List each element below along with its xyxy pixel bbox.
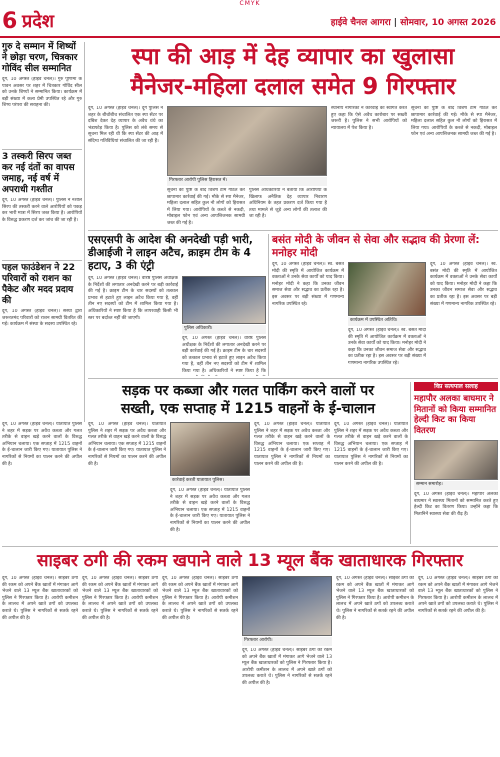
- cmyk-marker: CMYK: [239, 0, 261, 7]
- section-title: प्रदेश: [22, 11, 55, 32]
- lead-body-col: सूचना की पुष्टि के बाद विशेष टीम गठित कर छापामार कार्रवाई की गई। मौके से स्पा मैनेजर, महिला दलाल सहित कुल नौ लोगों को हिरासत में लिया गया। आरोपियों के कब्जे से नकदी, मोबाइल फोन एवं अन्य आपत्तिजनक सामग्री जब्त की गई है।: [167, 188, 245, 226]
- brief-body: दूर्ग, 10 अगस्त (हाईवे चैनल)। पुलिस ने नशीले सिरप की तस्करी करने वाले आरोपियों को पकड़ कर भारी मात्रा में सिरप जब्त किया है। आरोपियों के विरुद्ध प्रकरण दर्ज कर जांच की जा रही है।: [2, 198, 82, 223]
- box-title: विप्र सत्यपाल सलाह: [414, 382, 498, 391]
- traffic-photo: [170, 422, 250, 476]
- divider: [88, 378, 498, 379]
- traffic-body: दूर्ग, 10 अगस्त (हाईवे चैनल)। यातायात पुलिस ने शहर में सड़क पर अवैध कब्जा और गलत तरीके से वाहन खड़े करने वालों के विरुद्ध अभियान चलाया। एक सप्ताह में 1215 वाहनों के ई-चालान जारी किए गए। यातायात पुलिस ने नागरिकों से नियमों का पालन करने की अपील की है।: [88, 422, 166, 467]
- traffic-subheadline: सख्ती, एक सप्ताह में 1215 वाहनों के ई-चालान: [120, 401, 376, 417]
- lead-body-col: दूर्ग, 10 अगस्त (हाईवे चैनल)। दूर्ग पुलिस ने शहर के बीचोंबीच संचालित एक स्पा सेंटर पर दबिश देकर देह व्यापार के अवैध धंधे का भंडाफोड़ किया है। पुलिस को लंबे समय से सूचना मिल रही थी कि स्पा सेंटर की आड़ में संदिग्ध गतिविधियां संचालित की जा रही हैं।: [88, 106, 163, 144]
- lead-photo: [167, 106, 327, 176]
- traffic-body: दूर्ग, 10 अगस्त (हाईवे चैनल)। यातायात पुलिस ने शहर में सड़क पर अवैध कब्जा और गलत तरीके से वाहन खड़े करने वालों के विरुद्ध अभियान चलाया। एक सप्ताह में 1215 वाहनों के ई-चालान जारी किए गए। यातायात पुलिस ने नागरिकों से नियमों का पालन करने की अपील की है।: [254, 422, 330, 467]
- divider: [2, 546, 498, 547]
- divider: [2, 260, 82, 261]
- photo-caption: कार्यक्रम में उपस्थित अतिथि।: [348, 317, 426, 326]
- lead-headline: स्पा की आड़ में देह व्यापार का खुलासा: [131, 44, 455, 70]
- lead-body-col: सूचना की पुष्टि के बाद विशेष टीम गठित कर छापामार कार्रवाई की गई। मौके से स्पा मैनेजर, महिला दलाल सहित कुल नौ लोगों को हिरासत में लिया गया। आरोपियों के कब्जे से नकदी, मोबाइल फोन एवं अन्य आपत्तिजनक सामग्री जब्त की गई है।: [411, 106, 497, 138]
- lead-subheadline: मैनेजर-महिला दलाल समेत 9 गिरफ्तार: [130, 74, 456, 100]
- cyber-body: दूर्ग, 10 अगस्त (हाईवे चैनल)। साइबर ठगी की रकम को अपने बैंक खातों में मंगाकर आगे भेजने वाले 13 म्यूल बैंक खाताधारकों को पुलिस ने गिरफ्तार किया है। आरोपी कमीशन के लालच में अपने खाते ठगों को उपलब्ध कराते थे। पुलिस ने नागरिकों से सतर्क रहने की अपील की है।: [82, 576, 158, 621]
- brief-title: 3 तस्करी सिरप जब्त कर नई दंतों का वापस जमाह, नई वर्ष में अपराधी गश्तीत: [2, 152, 75, 195]
- ssp-photo: [182, 276, 266, 324]
- lead-body-col: पुलिस अधिकारियों ने बताया कि आरोपियों के खिलाफ अनैतिक देह व्यापार निवारण अधिनियम के तहत प्रकरण दर्ज किया गया है तथा मामले से जुड़े अन्य लोगों की तलाश की जा रही है।: [249, 188, 327, 220]
- seva-photo: [348, 262, 426, 316]
- cyber-body: दूर्ग, 10 अगस्त (हाईवे चैनल)। साइबर ठगी की रकम को अपने बैंक खातों में मंगाकर आगे भेजने वाले 13 म्यूल बैंक खाताधारकों को पुलिस ने गिरफ्तार किया है। आरोपी कमीशन के लालच में अपने खाते ठगों को उपलब्ध कराते थे। पुलिस ने नागरिकों से सतर्क रहने की अपील की है।: [336, 576, 414, 621]
- column-divider: [84, 42, 85, 422]
- photo-caption: गिरफ्तार आरोपी पुलिस हिरासत में।: [167, 177, 327, 186]
- seva-body: दूर्ग, 10 अगस्त (हाईवे चैनल)। स्व. बसंत मोदी की स्मृति में आयोजित कार्यक्रम में वक्ताओं ने उनके सेवा कार्यों को याद किया। मनोहर मोदी ने कहा कि उनका जीवन समाज सेवा और सद्भाव का प्रतीक रहा है। इस अवसर पर बड़ी संख्या में गणमान्य नागरिक उपस्थित रहे।: [272, 262, 344, 307]
- cyber-body: दूर्ग, 10 अगस्त (हाईवे चैनल)। साइबर ठगी की रकम को अपने बैंक खातों में मंगाकर आगे भेजने वाले 13 म्यूल बैंक खाताधारकों को पुलिस ने गिरफ्तार किया है। आरोपी कमीशन के लालच में अपने खाते ठगों को उपलब्ध कराते थे। पुलिस ने नागरिकों से सतर्क रहने की अपील की है।: [418, 576, 498, 614]
- cyber-photo: [242, 576, 332, 636]
- cyber-headline: साइबर ठगी की रकम खपाने वाले 13 म्यूल बैंक खाताधारक गिरफ्तार: [36, 551, 464, 571]
- mayor-body: दूर्ग, 10 अगस्त (हाईवे चैनल)। महापौर अलका बाघमार ने स्वास्थ्य मितानों को सम्मानित करते हुए हेल्दी किट का वितरण किया। उन्होंने कहा कि मितानिनें स्वास्थ्य सेवा की रीढ़ हैं।: [414, 492, 498, 517]
- cyber-body: दूर्ग, 10 अगस्त (हाईवे चैनल)। साइबर ठगी की रकम को अपने बैंक खातों में मंगाकर आगे भेजने वाले 13 म्यूल बैंक खाताधारकों को पुलिस ने गिरफ्तार किया है। आरोपी कमीशन के लालच में अपने खाते ठगों को उपलब्ध कराते थे। पुलिस ने नागरिकों से सतर्क रहने की अपील की है।: [2, 576, 78, 621]
- lead-body-col: स्थानीय नागरिकों ने कार्रवाई का स्वागत करते हुए कहा कि ऐसे अवैध कारोबार पर सख्ती जरूरी है। पुलिस ने सभी आरोपियों को न्यायालय में पेश किया है।: [331, 106, 407, 131]
- traffic-body: दूर्ग, 10 अगस्त (हाईवे चैनल)। यातायात पुलिस ने शहर में सड़क पर अवैध कब्जा और गलत तरीके से वाहन खड़े करने वालों के विरुद्ध अभियान चलाया। एक सप्ताह में 1215 वाहनों के ई-चालान जारी किए गए। यातायात पुलिस ने नागरिकों से नियमों का पालन करने की अपील की है।: [170, 488, 250, 533]
- ssp-headline: एसएसपी के आदेश की अनदेखी पड़ी भारी, डीआईजी ने लाइन अटैच, क्राइम टीम के 4 हटाए, 3 की एंट्री: [88, 234, 253, 272]
- briefs-column: [2, 42, 82, 342]
- photo-caption: गिरफ्तार आरोपी।: [242, 637, 332, 646]
- divider: [2, 149, 82, 150]
- ssp-body: दूर्ग, 10 अगस्त (हाईवे चैनल)। वरिष्ठ पुलिस अधीक्षक के निर्देशों की लगातार अनदेखी करने पर बड़ी कार्रवाई की गई है। क्राइम टीम के चार सदस्यों को तत्काल प्रभाव से हटाते हुए लाइन अटैच किया गया है, वहीं तीन नए सदस्यों को टीम में शामिल किया गया है। अधिकारियों ने स्पष्ट किया है कि: [182, 336, 266, 374]
- column-divider: [410, 382, 411, 544]
- ssp-body: दूर्ग, 10 अगस्त (हाईवे चैनल)। वरिष्ठ पुलिस अधीक्षक के निर्देशों की लगातार अनदेखी करने पर बड़ी कार्रवाई की गई है। क्राइम टीम के चार सदस्यों को तत्काल प्रभाव से हटाते हुए लाइन अटैच किया गया है, वहीं तीन नए सदस्यों को टीम में शामिल किया गया है। अधिकारियों ने स्पष्ट किया है कि लापरवाही किसी भी स्तर पर बर्दाश्त नहीं की जाएगी।: [88, 276, 178, 321]
- paper-name: हाईवे चैनल: [330, 18, 368, 28]
- brief-body: दूर्ग, 10 अगस्त (हाईवे चैनल)। संस्था द्वारा जरूरतमंद परिवारों को राशन सामग्री वितरित की गई। कार्यक्रम में संस्था के सदस्य उपस्थित रहे।: [2, 309, 82, 328]
- city-name: आगरा: [370, 18, 391, 28]
- seva-body: दूर्ग, 10 अगस्त (हाईवे चैनल)। स्व. बसंत मोदी की स्मृति में आयोजित कार्यक्रम में वक्ताओं ने उनके सेवा कार्यों को याद किया। मनोहर मोदी ने कहा कि उनका जीवन समाज सेवा और सद्भाव का प्रतीक रहा है। इस अवसर पर बड़ी संख्या में गणमान्य नागरिक उपस्थित रहे।: [430, 262, 497, 307]
- masthead-info: हाईवे चैनल आगरा | सोमवार, 10 अगस्त 2026: [330, 18, 496, 28]
- column-divider: [268, 234, 269, 376]
- cyber-body: दूर्ग, 10 अगस्त (हाईवे चैनल)। साइबर ठगी की रकम को अपने बैंक खातों में मंगाकर आगे भेजने वाले 13 म्यूल बैंक खाताधारकों को पुलिस ने गिरफ्तार किया है। आरोपी कमीशन के लालच में अपने खाते ठगों को उपलब्ध कराते थे। पुलिस ने नागरिकों से सतर्क रहने की अपील की है।: [242, 648, 332, 686]
- issue-date: सोमवार, 10 अगस्त 2026: [400, 18, 496, 28]
- brief-title: गुरु दे सम्मान में शिष्यों ने छोड़ा चरण, चित्रकार गोविंद सील सम्मानित: [2, 42, 78, 74]
- mayor-photo: [414, 440, 498, 480]
- divider: [88, 230, 498, 231]
- cyber-body: दूर्ग, 10 अगस्त (हाईवे चैनल)। साइबर ठगी की रकम को अपने बैंक खातों में मंगाकर आगे भेजने वाले 13 म्यूल बैंक खाताधारकों को पुलिस ने गिरफ्तार किया है। आरोपी कमीशन के लालच में अपने खाते ठगों को उपलब्ध कराते थे। पुलिस ने नागरिकों से सतर्क रहने की अपील की है।: [162, 576, 238, 621]
- photo-caption: सम्मान समारोह।: [414, 481, 498, 490]
- brief-title: पहल फाउंडेशन ने 22 परिवारों को राशन का पैकेट और मदद प्रदाय की: [2, 263, 76, 306]
- traffic-body: दूर्ग, 10 अगस्त (हाईवे चैनल)। यातायात पुलिस ने शहर में सड़क पर अवैध कब्जा और गलत तरीके से वाहन खड़े करने वालों के विरुद्ध अभियान चलाया। एक सप्ताह में 1215 वाहनों के ई-चालान जारी किए गए। यातायात पुलिस ने नागरिकों से नियमों का पालन करने की अपील की है।: [334, 422, 408, 467]
- photo-caption: पुलिस अधिकारी।: [182, 325, 266, 334]
- traffic-headline: सड़क पर कब्जा और गलत पार्किंग करने वालों पर: [122, 383, 374, 399]
- page-number: 6: [2, 9, 18, 34]
- mayor-headline: महापौर अलका बाघमार ने मितानों को किया सम्मानित हेल्दी किट का किया वितरण: [414, 394, 497, 436]
- traffic-body: दूर्ग, 10 अगस्त (हाईवे चैनल)। यातायात पुलिस ने शहर में सड़क पर अवैध कब्जा और गलत तरीके से वाहन खड़े करने वालों के विरुद्ध अभियान चलाया। एक सप्ताह में 1215 वाहनों के ई-चालान जारी किए गए। यातायात पुलिस ने नागरिकों से नियमों का पालन करने की अपील की है।: [2, 422, 82, 467]
- seva-body: दूर्ग, 10 अगस्त (हाईवे चैनल)। स्व. बसंत मोदी की स्मृति में आयोजित कार्यक्रम में वक्ताओं ने उनके सेवा कार्यों को याद किया। मनोहर मोदी ने कहा कि उनका जीवन समाज सेवा और सद्भाव का प्रतीक रहा है। इस अवसर पर बड़ी संख्या में गणमान्य नागरिक उपस्थित रहे।: [348, 328, 426, 366]
- brief-body: दूर्ग, 10 अगस्त (हाईवे चैनल)। गुरु पूर्णिमा के पावन अवसर पर शहर में चित्रकार गोविंद सील को उनके शिष्यों ने सम्मानित किया। कार्यक्रम में बड़ी संख्या में कला प्रेमी उपस्थित रहे और गुरु शिष्य परंपरा की सराहना की।: [2, 77, 82, 109]
- photo-caption: कार्रवाई करती यातायात पुलिस।: [170, 477, 250, 486]
- seva-headline: बसंत मोदी के जीवन से सेवा और सद्भाव की प्रेरणा लें: मनोहर मोदी: [272, 234, 480, 259]
